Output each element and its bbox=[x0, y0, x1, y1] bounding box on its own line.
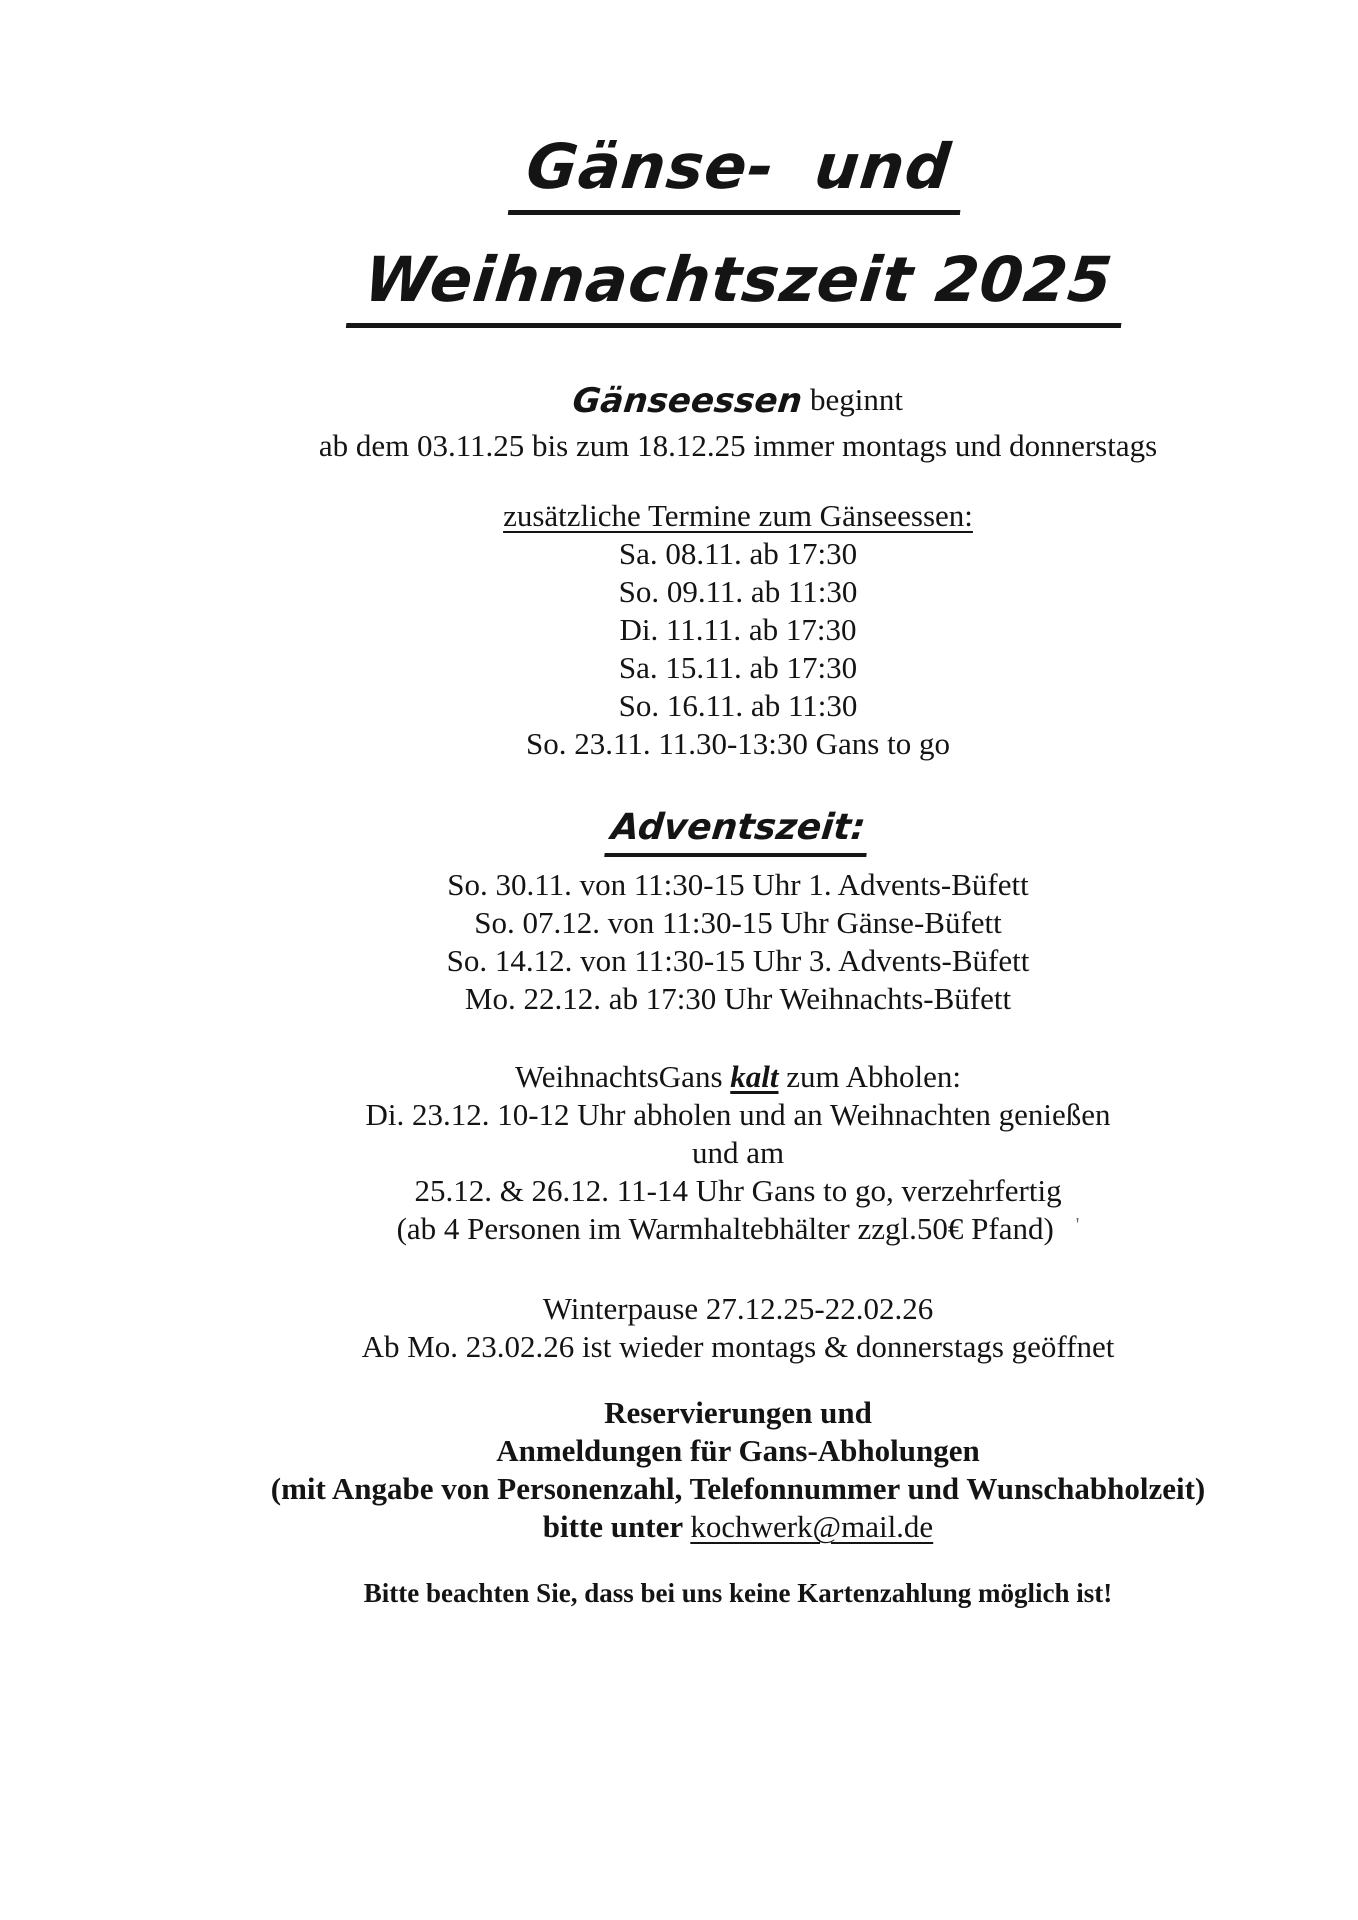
pickup-deposit-line: (ab 4 Personen im Warmhaltebhälter zzgl.50€ Pfand) bbox=[396, 1211, 1054, 1246]
gaenseessen-period-line: ab dem 03.11.25 bis zum 18.12.25 immer montags und donnerstags bbox=[318, 428, 1158, 463]
pickup-heading bbox=[238, 1058, 1238, 1096]
extra-dates-heading-text: zusätzliche Termine zum Gänseessen: bbox=[503, 498, 973, 533]
reservation-line: (mit Angabe von Personenzahl, Telefonnummer und Wunschabholzeit) bbox=[270, 1471, 1206, 1506]
pickup-heading-suffix: zum Abholen: bbox=[778, 1059, 962, 1094]
schedule-line: Mo. 22.12. ab 17:30 Uhr Weihnachts-Büfett bbox=[464, 981, 1012, 1016]
reservation-contact-line bbox=[238, 1508, 1238, 1546]
advent-heading-text: Adventszeit: bbox=[604, 805, 871, 857]
flyer-title-line1-text: Gänse- und bbox=[508, 136, 968, 215]
flyer-title-line2 bbox=[238, 243, 1238, 328]
schedule-line: So. 09.11. ab 11:30 bbox=[618, 574, 858, 609]
pickup-heading-kalt: kalt bbox=[730, 1059, 779, 1094]
reservation-line: Reservierungen und bbox=[604, 1395, 872, 1430]
schedule-line bbox=[238, 1210, 1238, 1252]
schedule-line: und am bbox=[691, 1135, 785, 1170]
pickup-heading-prefix: WeihnachtsGans bbox=[514, 1059, 731, 1094]
email-link[interactable]: kochwerk@mail.de bbox=[690, 1509, 934, 1544]
schedule-line: Sa. 15.11. ab 17:30 bbox=[618, 650, 858, 685]
gaenseessen-heading-rest: beginnt bbox=[802, 382, 903, 417]
gaenseessen-heading-script: Gänseessen bbox=[570, 381, 805, 421]
reopening-line: Ab Mo. 23.02.26 ist wieder montags & donnerstags geöffnet bbox=[361, 1329, 1115, 1364]
no-card-payment-notice: Bitte beachten Sie, dass bei uns keine Kartenzahlung möglich ist! bbox=[363, 1578, 1113, 1608]
schedule-line: So. 07.12. von 11:30-15 Uhr Gänse-Büfett bbox=[474, 905, 1002, 940]
schedule-line: So. 16.11. ab 11:30 bbox=[618, 688, 858, 723]
schedule-line: So. 30.11. von 11:30-15 Uhr 1. Advents-Büfett bbox=[447, 867, 1029, 902]
schedule-line: Di. 23.12. 10-12 Uhr abholen und an Weihnachten genießen bbox=[365, 1097, 1111, 1132]
extra-dates-heading bbox=[238, 497, 1238, 535]
scan-stray-mark: ' bbox=[1075, 1214, 1080, 1236]
flyer-title-line1 bbox=[238, 0, 1238, 215]
flyer-content bbox=[238, 0, 1238, 1610]
email-prefix-text: bitte unter bbox=[542, 1509, 691, 1544]
schedule-line: So. 14.12. von 11:30-15 Uhr 3. Advents-Büfett bbox=[446, 943, 1030, 978]
gaenseessen-heading bbox=[238, 378, 1238, 427]
advent-heading bbox=[238, 805, 1238, 858]
flyer-title-line2-text: Weihnachtszeit 2025 bbox=[346, 249, 1130, 328]
reservation-line: Anmeldungen für Gans-Abholungen bbox=[496, 1433, 980, 1468]
schedule-line: Di. 11.11. ab 17:30 bbox=[619, 612, 857, 647]
winterpause-line: Winterpause 27.12.25-22.02.26 bbox=[542, 1291, 934, 1326]
schedule-line: 25.12. & 26.12. 11-14 Uhr Gans to go, verzehrfertig bbox=[414, 1173, 1062, 1208]
schedule-line: So. 23.11. 11.30-13:30 Gans to go bbox=[526, 726, 950, 761]
schedule-line: Sa. 08.11. ab 17:30 bbox=[618, 536, 858, 571]
